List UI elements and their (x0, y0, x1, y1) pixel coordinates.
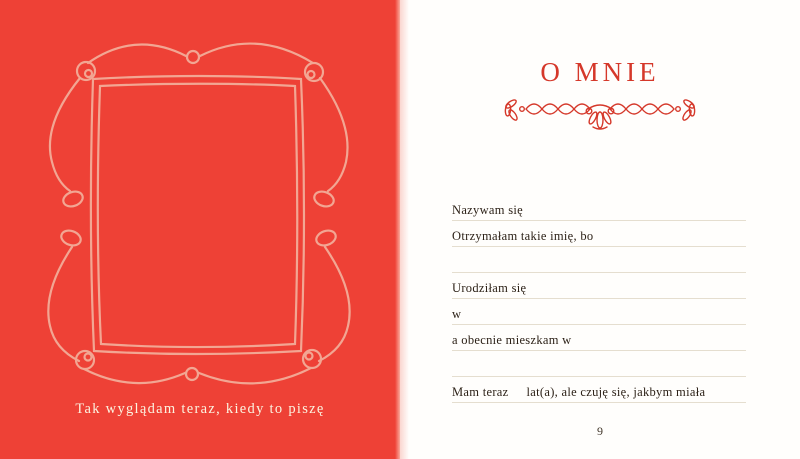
form-label-secondary: lat(a), ale czuję się, jakbym miała (526, 385, 706, 399)
form-label: Nazywam się (452, 203, 523, 217)
form-label: a obecnie mieszkam w (452, 333, 572, 347)
page-number: 9 (597, 424, 603, 438)
form-label: Otrzymałam takie imię, bo (452, 229, 594, 243)
form-row-lives-in (452, 325, 746, 351)
form-rows (452, 195, 746, 403)
form-row-born (452, 273, 746, 299)
left-page-caption: Tak wyglądam teraz, kiedy to piszę (75, 401, 325, 417)
form-label: Urodziłam się (452, 281, 527, 295)
form-row-born-in (452, 299, 746, 325)
form-row-blank (452, 247, 746, 273)
form-label: Mam teraz (452, 385, 509, 399)
form-row-blank (452, 351, 746, 377)
form-row-name-reason (452, 221, 746, 247)
form-row-name (452, 195, 746, 221)
form-row-age (452, 377, 746, 403)
right-page (400, 0, 800, 459)
page-title: O MNIE (540, 57, 660, 87)
ornament-divider-icon (503, 95, 697, 137)
form-label: w (452, 307, 462, 321)
